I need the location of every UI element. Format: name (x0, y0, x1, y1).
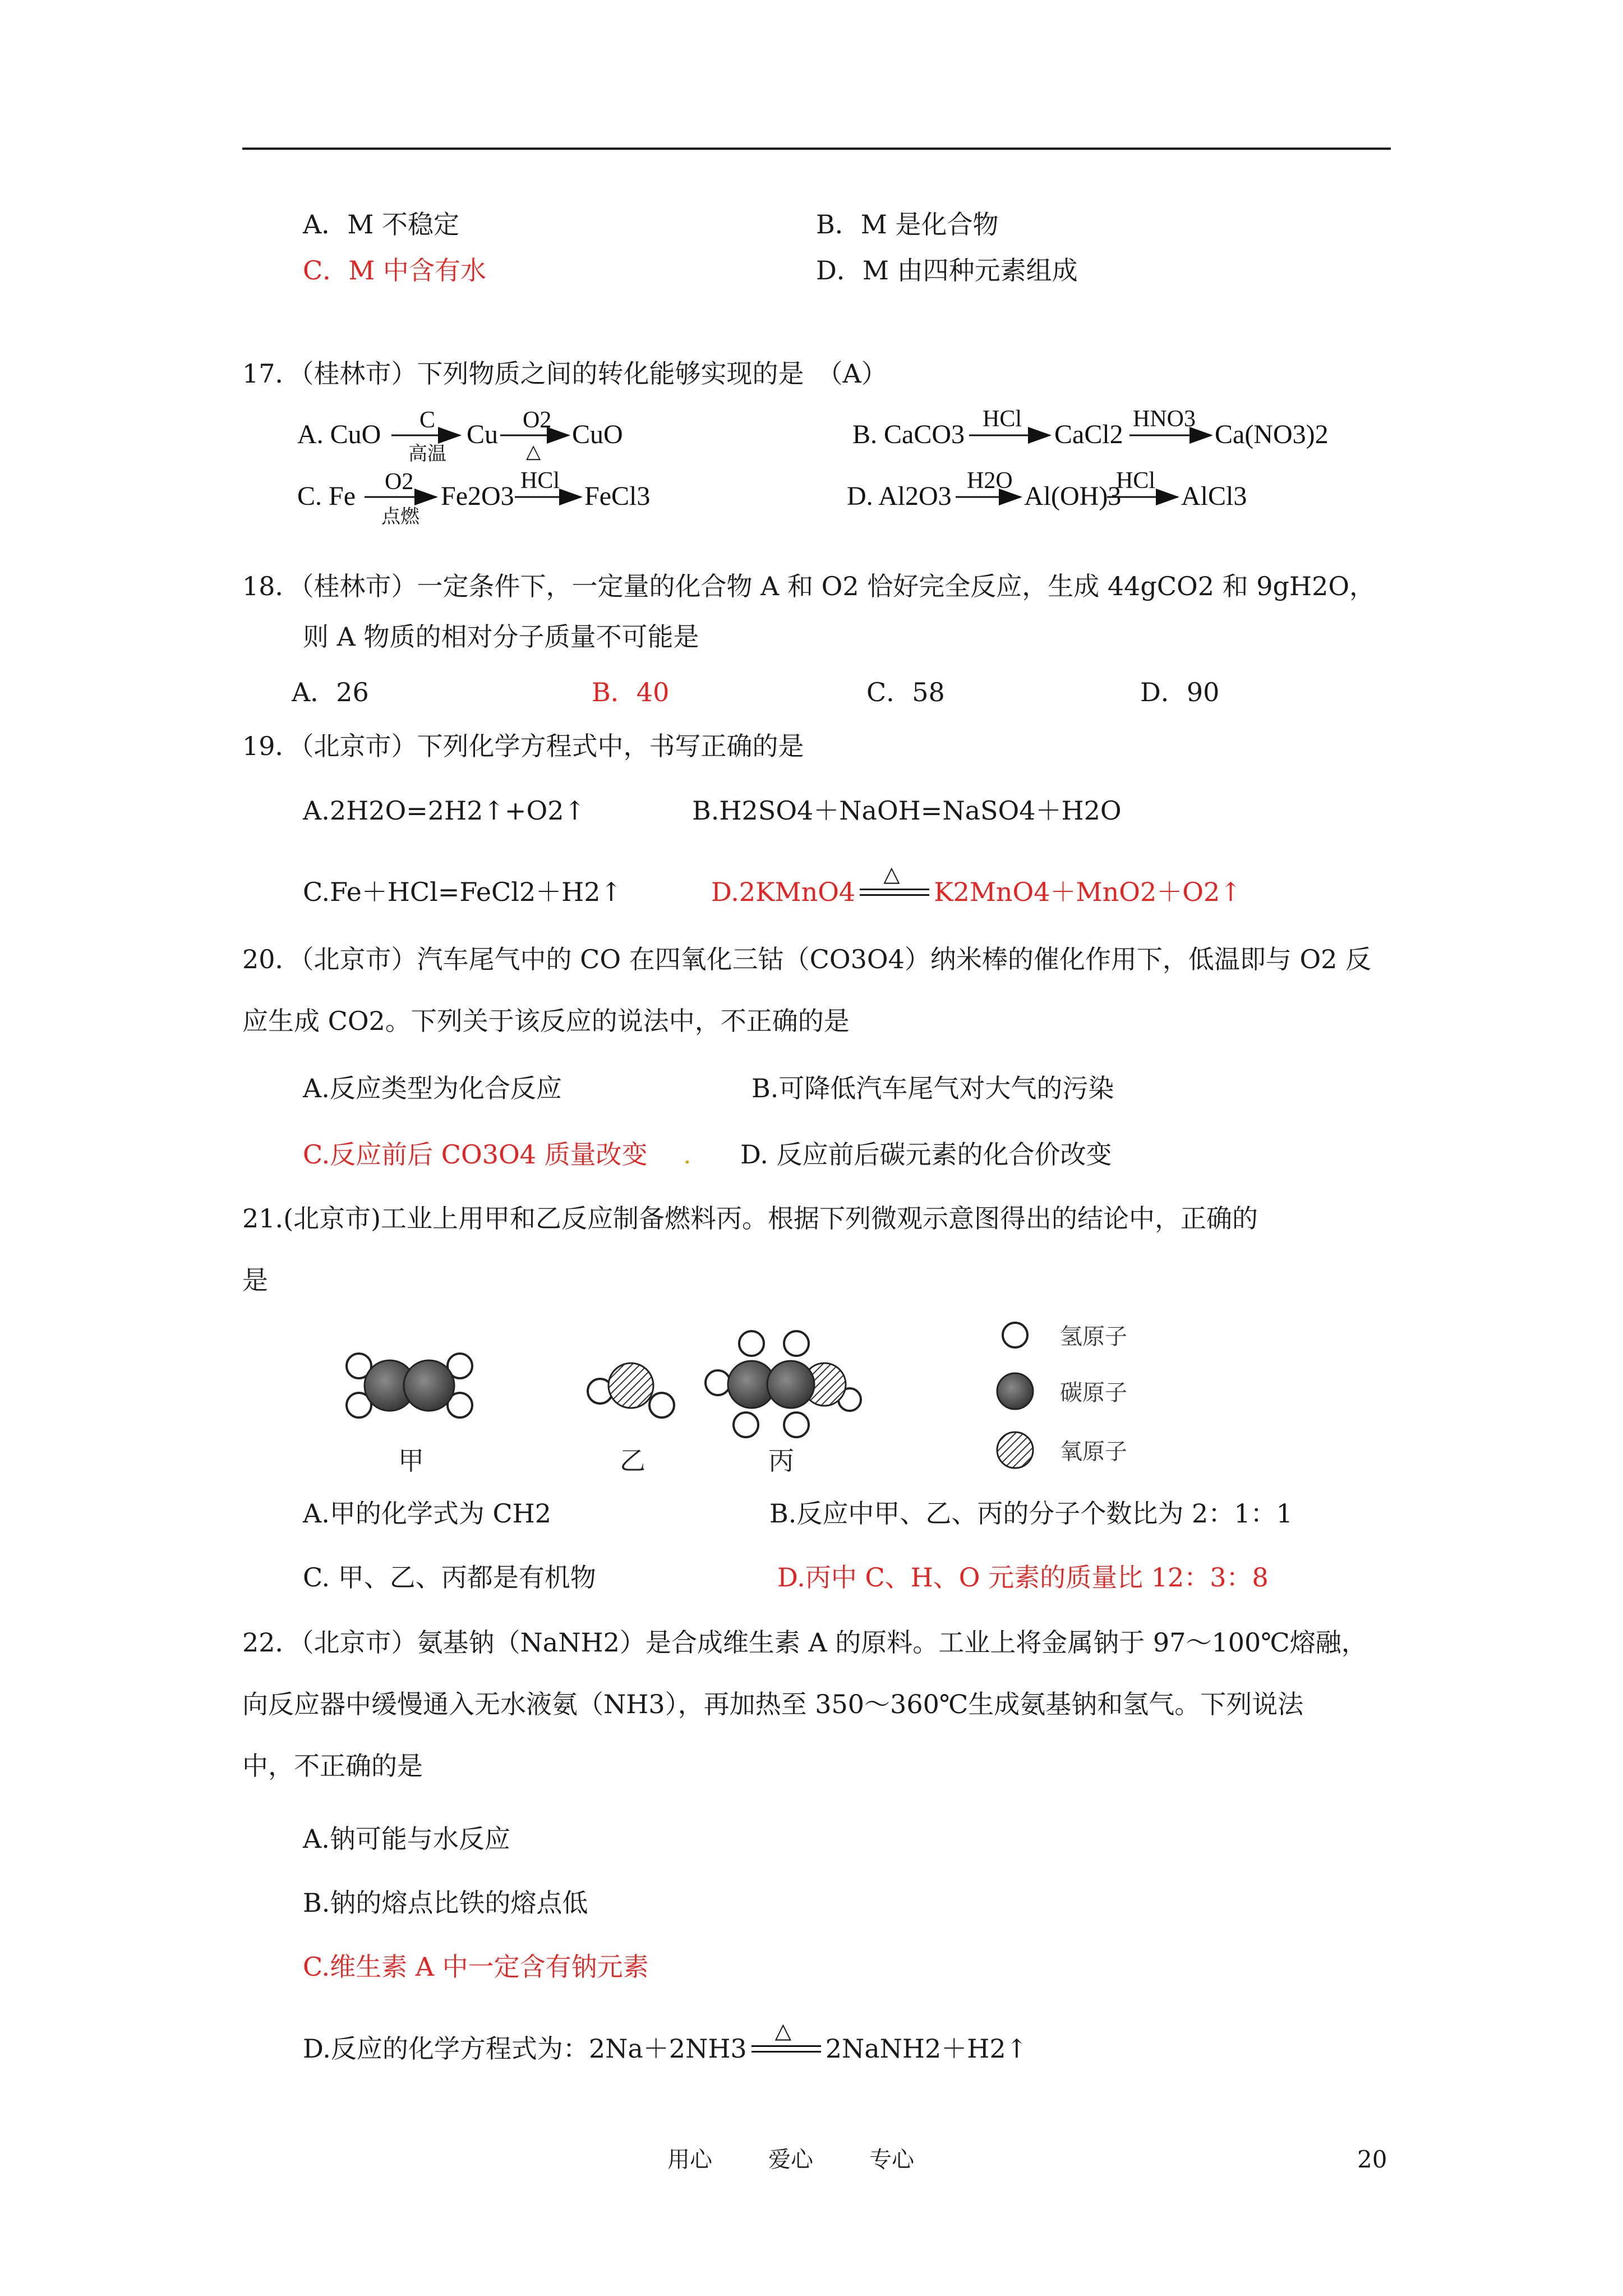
q17-d-end: AlCl3 (1181, 481, 1247, 511)
label-jia: 甲 (398, 1447, 424, 1475)
q16-option-d: D．M 由四种元素组成 (816, 255, 1078, 286)
legend-o-label: 氧原子 (1060, 1439, 1127, 1464)
q21-option-a: A.甲的化学式为 CH2 (303, 1498, 552, 1529)
q16-option-b: B．M 是化合物 (816, 209, 999, 240)
q19-option-d-answer (711, 862, 1242, 909)
q21-molecule-diagram (336, 1318, 1211, 1487)
q17-b-start: B. CaCO3 (852, 420, 965, 449)
q21-option-d-answer: D.丙中 C、H、O 元素的质量比 12：3：8 (777, 1562, 1269, 1593)
legend-h-icon (1003, 1323, 1027, 1347)
q21-stem-line1: 21.(北京市)工业上用甲和乙反应制备燃料丙。根据下列微观示意图得出的结论中，正确的 (242, 1203, 1258, 1234)
q19-option-a: A.2H2O=2H2↑+O2↑ (303, 795, 586, 826)
q19-d-left: D.2KMnO4 (711, 877, 856, 907)
q17-a-end: CuO (572, 420, 623, 449)
q17-stem: 17．（桂林市）下列物质之间的转化能够实现的是 （A） (242, 358, 887, 389)
q17-d-start: D. Al2O3 (847, 481, 952, 511)
legend (997, 1323, 1127, 1468)
legend-o-icon (997, 1432, 1033, 1468)
q22-d-equals (747, 2018, 826, 2058)
q17-a-arrow-2-top: O2 (523, 407, 552, 433)
label-bing: 丙 (768, 1447, 794, 1475)
page-number: 20 (1357, 2146, 1387, 2173)
footer-motto-2: 爱心 (768, 2147, 813, 2173)
q20-option-d: D. 反应前后碳元素的化合价改变 (740, 1139, 1112, 1170)
q17-c-arrow-2-top: HCl (520, 468, 560, 494)
q16-option-c-answer: C．M 中含有水 (303, 255, 486, 286)
q17-d-arrow-1-top: H2O (967, 468, 1013, 494)
q19-d-cond: △ (883, 862, 900, 886)
molecule-yi (588, 1363, 674, 1418)
q19-option-c: C.Fe＋HCl=FeCl2＋H2↑ (303, 877, 623, 907)
footer-motto-3: 专心 (869, 2147, 914, 2173)
q22-stem-line1: 22．（北京市）氨基钠（NaNH2）是合成维生素 A 的原料。工业上将金属钠于 97～100℃熔融， (242, 1627, 1367, 1658)
q18-option-a: A．26 (292, 677, 369, 707)
q20-stray-dot: . (683, 1139, 691, 1170)
q18-stem-line2: 则 A 物质的相对分子质量不可能是 (303, 622, 699, 652)
q17-a-arrow-1-bottom: 高温 (408, 444, 446, 464)
q17-b-mid: CaCl2 (1054, 420, 1123, 449)
q22-d-right: 2NaNH2＋H2↑ (825, 2033, 1028, 2064)
q17-d-arrow-2-top: HCl (1116, 468, 1156, 494)
q17-c-arrow-1-top: O2 (385, 469, 414, 495)
legend-h-label: 氢原子 (1060, 1324, 1127, 1349)
q20-option-a: A.反应类型为化合反应 (303, 1073, 562, 1103)
molecule-bing (706, 1331, 861, 1437)
q16-option-a: A．M 不稳定 (303, 209, 459, 240)
q17-a-arrow-1-top: C (419, 407, 436, 433)
legend-c-icon (997, 1373, 1033, 1409)
footer-motto-1: 用心 (667, 2147, 712, 2173)
q17-b-arrow-2-top: HNO3 (1133, 406, 1196, 432)
q21-option-b: B.反应中甲、乙、丙的分子个数比为 2：1：1 (769, 1498, 1293, 1529)
q18-stem-line1: 18．（桂林市）一定条件下，一定量的化合物 A 和 O2 恰好完全反应，生成 44gCO2 和 9gH2O， (242, 571, 1376, 601)
q17-c-arrow-1-bottom: 点燃 (381, 507, 419, 527)
q22-d-cond: △ (774, 2018, 791, 2043)
q17-a-arrow-2-bottom: △ (526, 441, 541, 462)
q17-a-mid: Cu (467, 420, 499, 449)
q19-d-right: K2MnO4＋MnO2＋O2↑ (934, 877, 1242, 907)
q17-reaction-schemes (292, 404, 1357, 539)
q17-c-start: C. Fe (297, 481, 356, 511)
molecule-jia (347, 1354, 472, 1418)
legend-c-label: 碳原子 (1060, 1380, 1127, 1405)
q17-d-mid: Al(OH)3 (1024, 481, 1122, 511)
q22-d-left: D.反应的化学方程式为：2Na＋2NH3 (303, 2033, 747, 2064)
q20-option-b: B.可降低汽车尾气对大气的污染 (751, 1073, 1114, 1103)
q18-option-c: C．58 (866, 677, 945, 707)
q18-option-b-answer: B．40 (592, 677, 670, 707)
q20-stem-line1: 20．（北京市）汽车尾气中的 CO 在四氧化三钴（CO3O4）纳米棒的催化作用下，低温即与 O2 反 (242, 944, 1372, 974)
header-rule (242, 148, 1391, 150)
q22-option-d (303, 2018, 1028, 2065)
label-yi: 乙 (620, 1447, 645, 1475)
q19-option-b: B.H2SO4＋NaOH=NaSO4＋H2O (692, 795, 1122, 826)
q17-c-mid: Fe2O3 (441, 481, 514, 511)
q22-option-a: A.钠可能与水反应 (303, 1824, 510, 1854)
q22-stem-line2: 向反应器中缓慢通入无水液氨（NH3），再加热至 350～360℃生成氨基钠和氢气。下列说法 (242, 1689, 1304, 1719)
q22-option-c-answer: C.维生素 A 中一定含有钠元素 (303, 1952, 649, 1982)
q21-stem-line2: 是 (242, 1265, 268, 1295)
q19-stem: 19．（北京市）下列化学方程式中，书写正确的是 (242, 731, 804, 761)
q22-option-b: B.钠的熔点比铁的熔点低 (303, 1888, 588, 1918)
q22-stem-line3: 中，不正确的是 (242, 1751, 423, 1781)
q19-d-equals (855, 862, 934, 901)
q20-stem-line2: 应生成 CO2。下列关于该反应的说法中，不正确的是 (242, 1006, 850, 1036)
q18-option-d: D．90 (1140, 677, 1220, 707)
q17-b-end: Ca(NO3)2 (1215, 420, 1329, 449)
q17-a-start: A. CuO (297, 420, 381, 449)
q17-b-arrow-1-top: HCl (983, 406, 1022, 432)
q21-option-c: C. 甲、乙、丙都是有机物 (303, 1562, 596, 1593)
q20-option-c-answer: C.反应前后 CO3O4 质量改变 (303, 1139, 648, 1170)
q17-c-end: FeCl3 (584, 481, 651, 511)
